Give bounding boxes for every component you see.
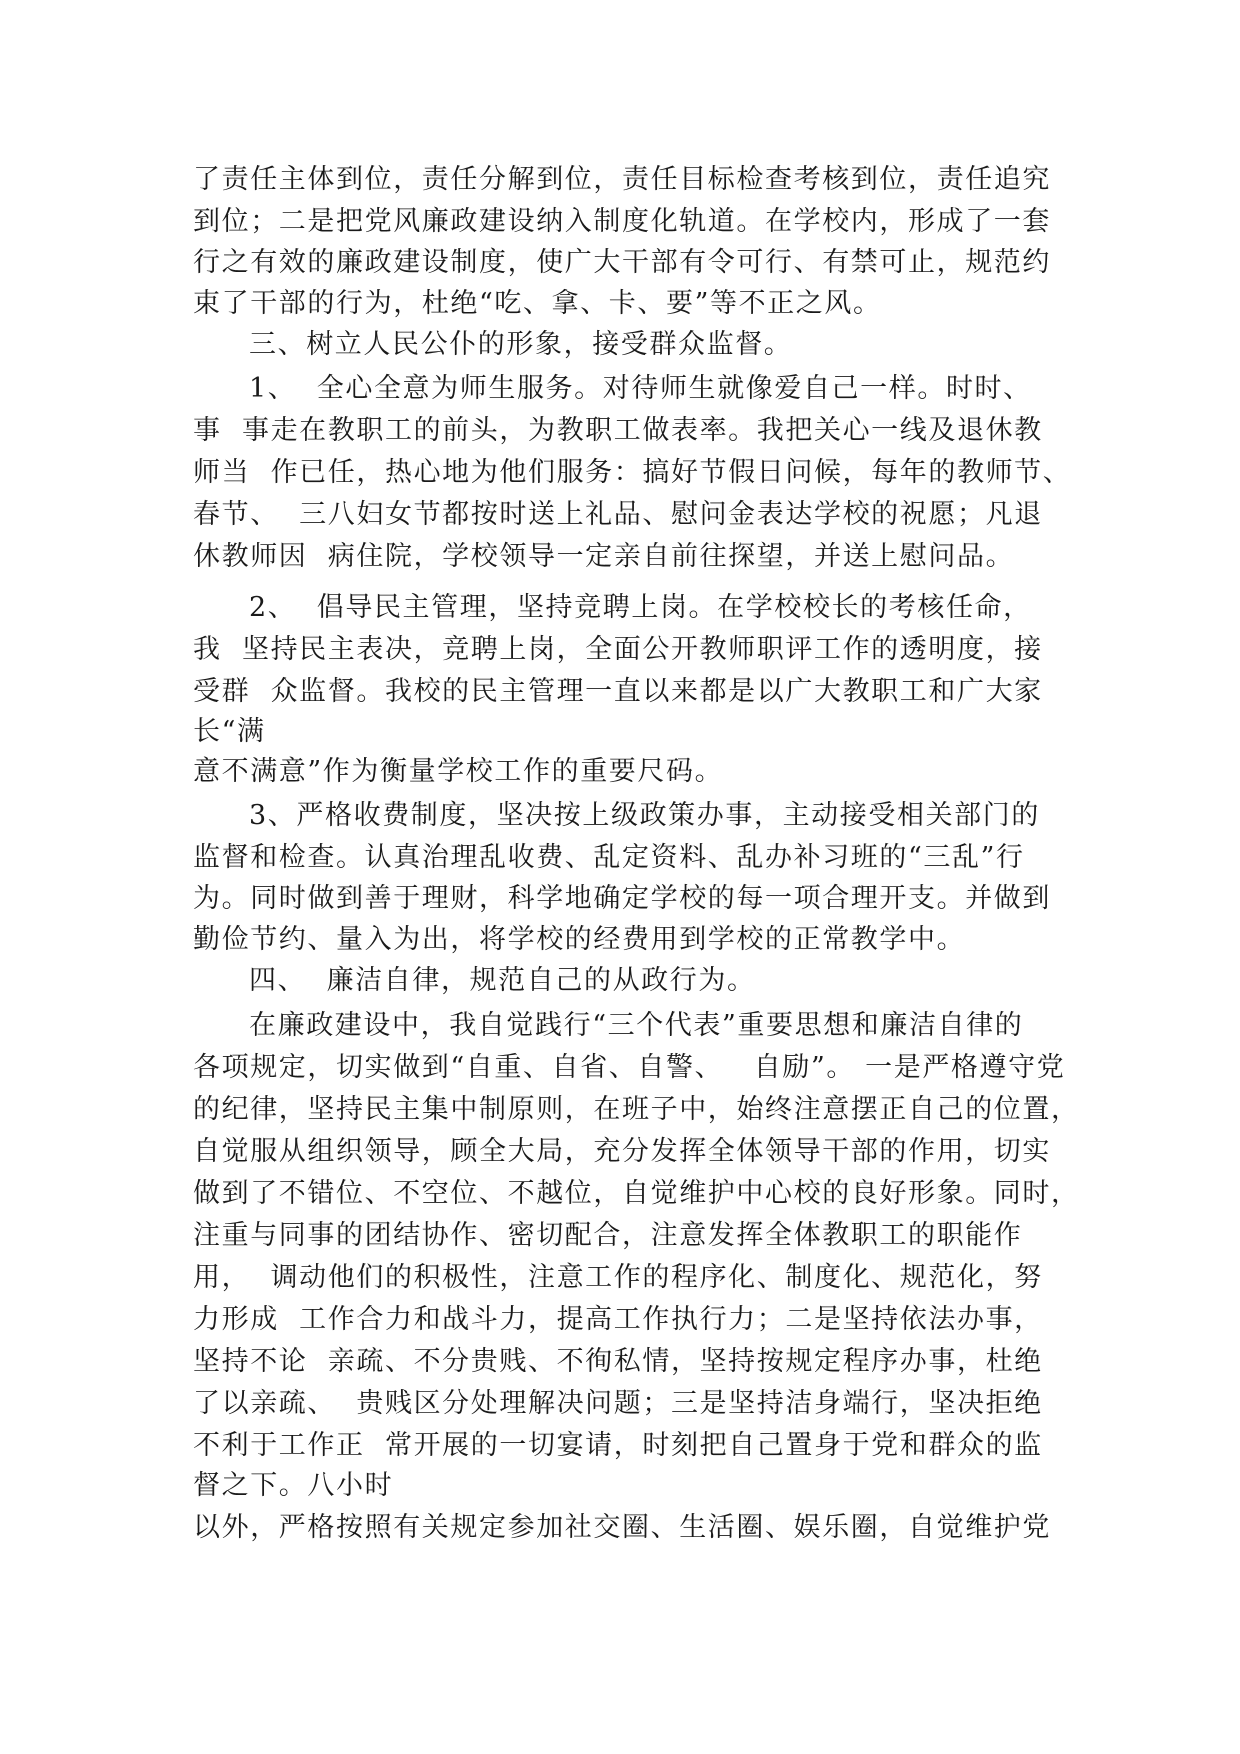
section-heading: 三、树立人民公仆的形象，接受群众监督。 bbox=[249, 329, 793, 360]
text-line: 了责任主体到位，责任分解到位，责任目标检查考核到位，责任追究 bbox=[193, 164, 1051, 195]
text-line: 我 坚持民主表决，竞聘上岗，全面公开教师职评工作的透明度，接 bbox=[193, 634, 1043, 665]
text-line: 的纪律，坚持民主集中制原则，在班子中，始终注意摆正自己的位置， bbox=[193, 1094, 1080, 1125]
section-heading: 四、 廉洁自律，规范自己的从政行为。 bbox=[249, 965, 756, 996]
text-line: 勤俭节约、量入为出，将学校的经费用到学校的正常教学中。 bbox=[193, 924, 966, 955]
text-line: 束了干部的行为，杜绝“吃、拿、卡、要”等不正之风。 bbox=[193, 288, 882, 319]
text-line: 春节、 三八妇女节都按时送上礼品、慰问金表达学校的祝愿；凡退 bbox=[193, 499, 1043, 530]
text-line: 坚持不论 亲疏、不分贵贱、不徇私情，坚持按规定程序办事，杜绝 bbox=[193, 1346, 1043, 1377]
text-line: 到位；二是把党风廉政建设纳入制度化轨道。在学校内，形成了一套 bbox=[193, 206, 1051, 237]
text-line: 3、严格收费制度，坚决按上级政策办事，主动接受相关部门的 bbox=[249, 800, 1040, 831]
text-line: 事 事走在教职工的前头，为教职工做表率。我把关心一线及退休教 bbox=[193, 415, 1043, 446]
text-line: 行之有效的廉政建设制度，使广大干部有令可行、有禁可止，规范约 bbox=[193, 247, 1051, 278]
text-line: 用， 调动他们的积极性，注意工作的程序化、制度化、规范化，努 bbox=[193, 1262, 1043, 1293]
text-line: 以外，严格按照有关规定参加社交圈、生活圈、娱乐圈，自觉维护党 bbox=[193, 1512, 1051, 1543]
text-line: 不利于工作正 常开展的一切宴请，时刻把自己置身于党和群众的监 bbox=[193, 1430, 1043, 1461]
text-line: 监督和检查。认真治理乱收费、乱定资料、乱办补习班的“三乱”行 bbox=[193, 842, 1025, 873]
text-line: 注重与同事的团结协作、密切配合，注意发挥全体教职工的职能作 bbox=[193, 1220, 1023, 1251]
text-line: 自觉服从组织领导，顾全大局，充分发挥全体领导干部的作用，切实 bbox=[193, 1136, 1051, 1167]
text-line: 休教师因 病住院，学校领导一定亲自前往探望，并送上慰问品。 bbox=[193, 541, 1015, 572]
text-line: 做到了不错位、不空位、不越位，自觉维护中心校的良好形象。同时， bbox=[193, 1178, 1080, 1209]
text-line: 各项规定，切实做到“自重、自省、自警、 自励”。 一是严格遵守党 bbox=[193, 1052, 1066, 1083]
text-line: 受群 众监督。我校的民主管理一直以来都是以广大教职工和广大家 bbox=[193, 676, 1043, 707]
text-line: 力形成 工作合力和战斗力，提高工作执行力；二是坚持依法办事， bbox=[193, 1304, 1043, 1335]
text-line: 长“满 bbox=[193, 716, 266, 747]
text-line: 督之下。八小时 bbox=[193, 1470, 394, 1501]
text-line: 意不满意”作为衡量学校工作的重要尺码。 bbox=[193, 756, 724, 787]
text-line: 1、 全心全意为师生服务。对待师生就像爱自己一样。时时、 bbox=[249, 373, 1032, 404]
text-line: 为。同时做到善于理财，科学地确定学校的每一项合理开支。并做到 bbox=[193, 883, 1051, 914]
text-line: 师当 作已任，热心地为他们服务：搞好节假日问候，每年的教师节、 bbox=[193, 457, 1072, 488]
text-line: 在廉政建设中，我自觉践行“三个代表”重要思想和廉洁自律的 bbox=[249, 1010, 1024, 1041]
text-line: 2、 倡导民主管理，坚持竞聘上岗。在学校校长的考核任命， bbox=[249, 592, 1032, 623]
text-line: 了以亲疏、 贵贱区分处理解决问题；三是坚持洁身端行，坚决拒绝 bbox=[193, 1388, 1043, 1419]
